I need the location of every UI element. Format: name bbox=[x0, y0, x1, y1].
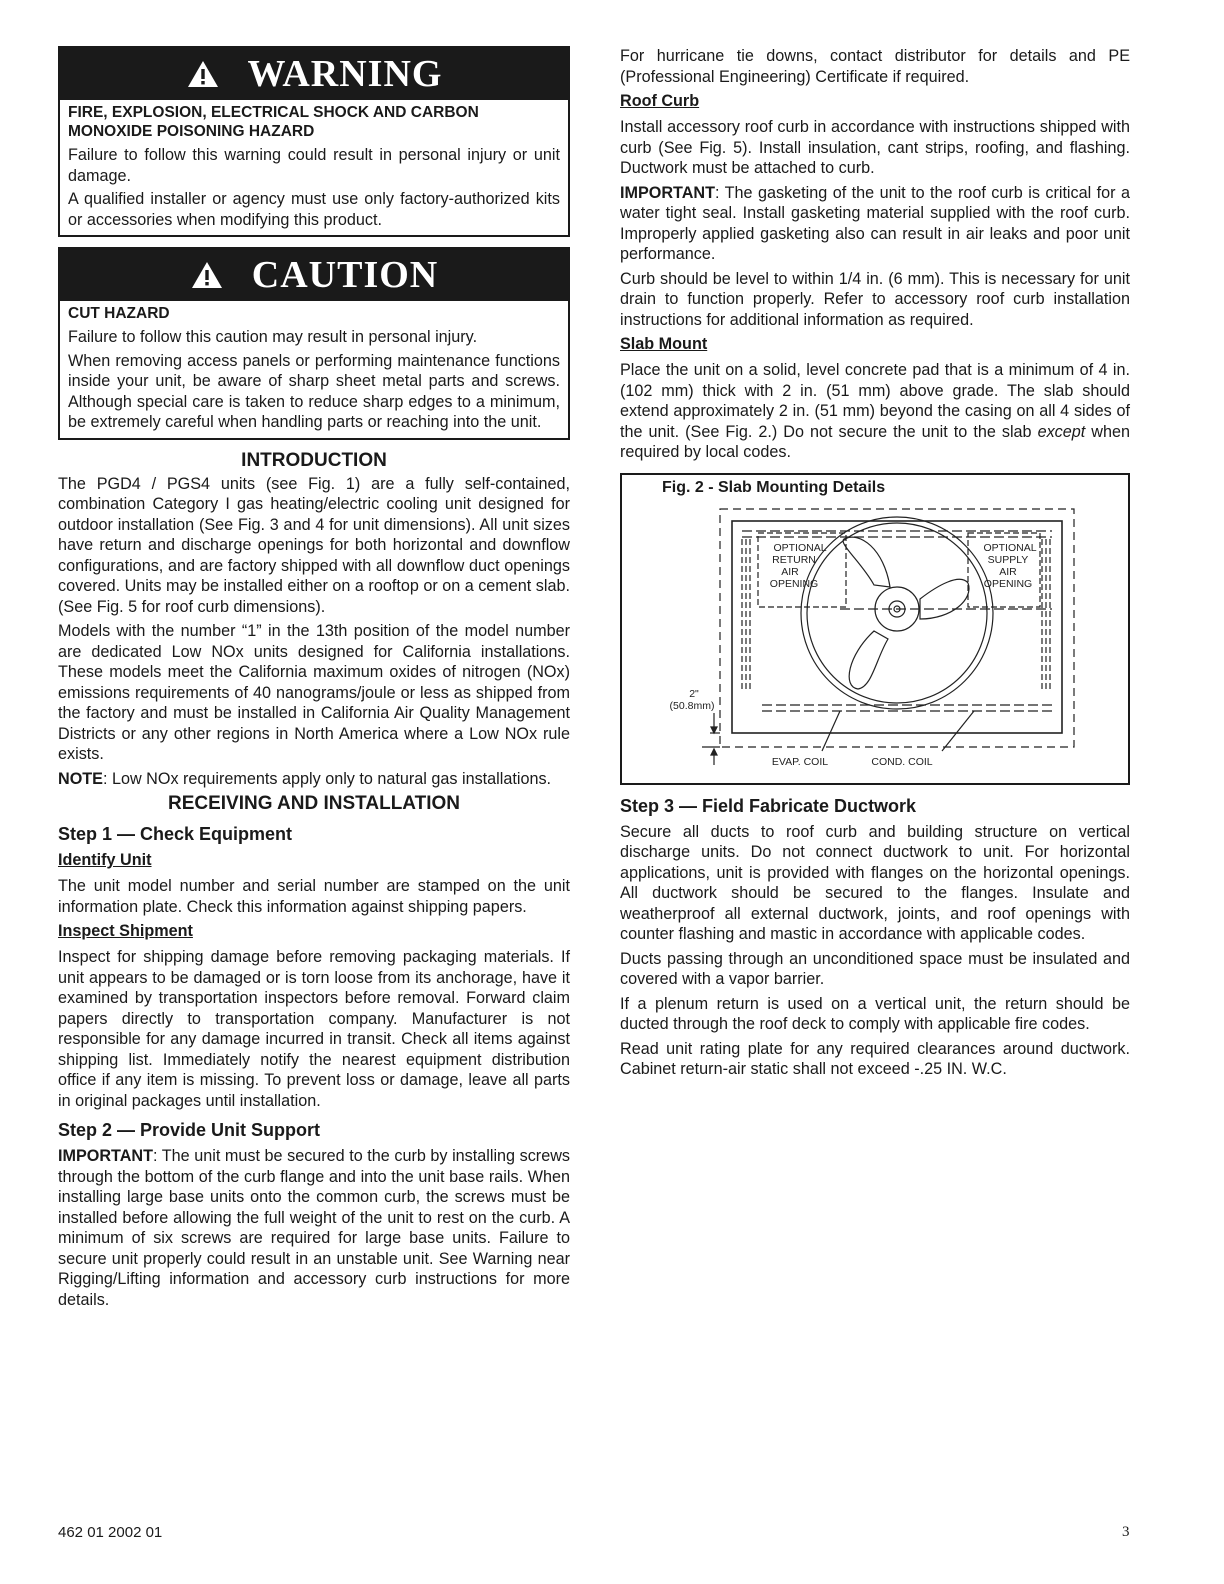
label-return-2: RETURN bbox=[772, 553, 816, 566]
left-column bbox=[58, 46, 570, 1314]
step2-text bbox=[58, 1146, 570, 1310]
slab-text-a: Place the unit on a solid, level concrete pad that is a minimum of 4 in. (102 mm) thick with 2 in. (51 mm) above grade. The slab should extend approximately 2 in. (51 mm) beyond the casing on all 4 sides of the unit. (See Fig. 2.) Do not secure the unit to the slab bbox=[620, 361, 1130, 441]
warning-box bbox=[58, 46, 570, 237]
hurricane-text: For hurricane tie downs, contact distributor for details and PE (Professional Engineering) Certificate if required. bbox=[620, 47, 1130, 86]
step3-text-3: If a plenum return is used on a vertical unit, the return should be ducted through the roof deck to comply with applicable fire codes. bbox=[620, 994, 1130, 1033]
label-supply-1: OPTIONAL bbox=[983, 541, 1037, 554]
label-dimension-in: 2" bbox=[689, 687, 699, 700]
label-supply-3: AIR bbox=[999, 565, 1017, 578]
fan-shroud bbox=[801, 517, 993, 709]
introduction-text-2: Models with the number “1” in the 13th position of the model number are dedicated Low NOx units designed for California installations. These models meet the California maximum oxides of nitrogen (NOx) emissions requirements of 40 nanograms/joule or less as shipped from the factory and must be installed in California Air Quality Management Districts or any other regions in North America where a Low NOx rule exists. bbox=[58, 622, 570, 763]
slab-text-emphasis: except bbox=[1037, 422, 1086, 441]
step2-important-label: IMPORTANT bbox=[58, 1147, 154, 1165]
identify-unit-heading: Identify Unit bbox=[58, 851, 152, 869]
warning-text-1: Failure to follow this warning could result in personal injury or unit damage. bbox=[68, 146, 560, 185]
receiving-heading: RECEIVING AND INSTALLATION bbox=[167, 793, 461, 814]
page-number: 3 bbox=[1122, 1524, 1130, 1540]
step1-heading: Step 1 — Check Equipment bbox=[58, 824, 293, 844]
roof-curb-text-3: Curb should be level to within 1/4 in. (6 mm). This is necessary for unit drain to function properly. Refer to accessory roof curb installation instructions for additional information as required. bbox=[620, 269, 1130, 329]
roof-curb-heading: Roof Curb bbox=[620, 92, 700, 110]
roof-important-text: : The gasketing of the unit to the roof curb is critical for a water tight seal. Install gasketing material supplied with the roof curb. Improperly applied gasketing also can result in air leaks and poor unit performance. bbox=[620, 183, 1130, 263]
label-cond-coil: COND. COIL bbox=[871, 755, 933, 768]
caution-text-1: Failure to follow this caution may result in personal injury. bbox=[68, 328, 478, 346]
step2-heading: Step 2 — Provide Unit Support bbox=[58, 1120, 321, 1140]
figure-title: Fig. 2 - Slab Mounting Details bbox=[662, 478, 886, 496]
inspect-shipment-heading: Inspect Shipment bbox=[58, 922, 193, 940]
label-return-3: AIR bbox=[781, 565, 799, 578]
step3-text-4: Read unit rating plate for any required clearances around ductwork. Cabinet return-air static shall not exceed -.25 IN. W.C. bbox=[620, 1039, 1130, 1078]
warning-triangle-icon bbox=[186, 51, 220, 103]
slab-text-b: when required by local codes. bbox=[620, 422, 1131, 461]
fan-blade-1 bbox=[843, 537, 890, 587]
caution-header bbox=[58, 249, 570, 301]
step3-text-1: Secure all ducts to roof curb and building structure on vertical discharge units. Do not connect ductwork to unit. For horizontal applications, unit is provided with flanges on the horizontal openings. All ductwork should be secured to the flanges. Insulate and weatherproof all external ductwork, joints, and roof openings with counter flashing and mastic in accordance with applicable codes. bbox=[620, 822, 1130, 943]
slab-mount-heading: Slab Mount bbox=[620, 335, 708, 353]
slab-mounting-diagram bbox=[622, 503, 1128, 779]
caution-text-2: When removing access panels or performing maintenance functions inside your unit, be aware of sharp sheet metal parts and screws. Although special care is taken to reduce sharp edges to a minimum, be extremely careful when handling parts or reaching into the unit. bbox=[68, 351, 560, 431]
step3-text-2: Ducts passing through an unconditioned space must be insulated and covered with a vapor barrier. bbox=[620, 949, 1130, 988]
caution-box bbox=[58, 247, 570, 440]
figure-2 bbox=[620, 473, 1130, 785]
introduction-note bbox=[58, 769, 570, 790]
introduction-heading: INTRODUCTION bbox=[241, 449, 387, 471]
fan-blade-2 bbox=[920, 579, 969, 619]
caution-title: CAUTION bbox=[251, 254, 439, 296]
step3-heading: Step 3 — Field Fabricate Ductwork bbox=[620, 795, 917, 816]
label-return-1: OPTIONAL bbox=[773, 541, 827, 554]
note-label: NOTE bbox=[58, 769, 103, 788]
roof-curb-important bbox=[620, 183, 1130, 265]
label-supply-2: SUPPLY bbox=[987, 553, 1029, 566]
warning-text-2: A qualified installer or agency must use only factory-authorized kits or accessories when modifying this product. bbox=[68, 190, 560, 229]
slab-mount-text bbox=[620, 360, 1130, 463]
note-text: : Low NOx requirements apply only to natural gas installations. bbox=[102, 769, 552, 788]
step2-important-text: : The unit must be secured to the curb by installing screws through the bottom of the curb flange and into the unit base rails. When installing large base units onto the common curb, the screws must be installed before allowing the full weight of the unit to rest on the curb. A minimum of six screws are required for large base units. Failure to secure unit properly could result in an unstable unit. See Warning near Rigging/Lifting information and accessory curb instructions for more details. bbox=[58, 1147, 570, 1309]
document-number: 462 01 2002 01 bbox=[58, 1524, 163, 1541]
label-evap-coil: EVAP. COIL bbox=[771, 755, 829, 768]
caution-hazard: CUT HAZARD bbox=[68, 305, 170, 322]
introduction-text-1: The PGD4 / PGS4 units (see Fig. 1) are a fully self-contained, combination Category I gas heating/electric cooling unit designed for outdoor installation (See Fig. 3 and 4 for unit dimensions). All unit sizes have return and discharge openings for both horizontal and downflow configurations, and are factory shipped with all downflow duct openings covered. Units may be installed either on a rooftop or on a cement slab. (See Fig. 5 for roof curb dimensions). bbox=[58, 474, 570, 616]
warning-hazard: FIRE, EXPLOSION, ELECTRICAL SHOCK AND CARBON MONOXIDE POISONING HAZARD bbox=[68, 104, 479, 140]
roof-curb-text-1: Install accessory roof curb in accordance with instructions shipped with curb (See Fig. 5). Install insulation, cant strips, roofing, and flashing. Ductwork must be attached to curb. bbox=[620, 118, 1130, 177]
right-column bbox=[620, 46, 1130, 1084]
inspect-shipment-text: Inspect for shipping damage before removing packaging materials. If unit appears to be damaged or is torn loose from its anchorage, have it examined by transportation inspectors before removal. Forward claim papers directly to transportation company. Manufacturer is not responsible for any damage incurred in transit. Check all items against shipping list. Immediately notify the nearest equipment distribution office if any item is missing. To prevent loss or damage, leave all parts in original packages until installation. bbox=[58, 948, 570, 1110]
caution-triangle-icon bbox=[190, 252, 224, 304]
label-supply-4: OPENING bbox=[983, 577, 1033, 590]
roof-important-label: IMPORTANT bbox=[620, 183, 716, 202]
fan-blade-3 bbox=[849, 631, 888, 689]
label-dimension-mm: (50.8mm) bbox=[669, 699, 715, 712]
identify-unit-text: The unit model number and serial number are stamped on the unit information plate. Check this information against shipping papers. bbox=[58, 877, 570, 916]
warning-header bbox=[58, 48, 570, 100]
label-return-4: OPENING bbox=[769, 577, 819, 590]
warning-title: WARNING bbox=[247, 53, 443, 95]
